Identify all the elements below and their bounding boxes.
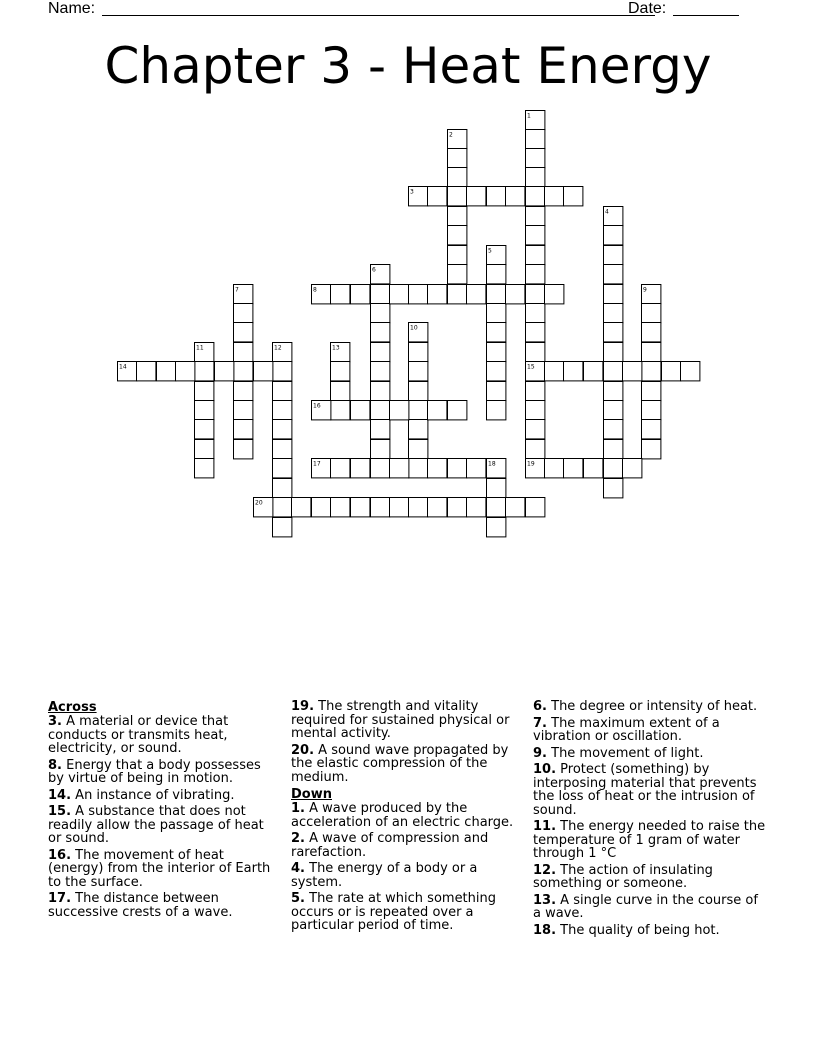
grid-cell[interactable]: [331, 401, 350, 420]
grid-cell[interactable]: [390, 498, 409, 517]
grid-cell[interactable]: [526, 207, 545, 226]
clue-across-20: 20. A sound wave propagated by the elastic compression of the medium.: [291, 742, 509, 785]
grid-cell[interactable]: [642, 401, 661, 420]
name-label: Name:: [48, 0, 96, 17]
grid-cell[interactable]: [390, 285, 409, 304]
grid-cell[interactable]: [409, 382, 428, 401]
cell-number-2: 2: [449, 131, 453, 139]
grid-cell[interactable]: [234, 401, 253, 420]
cell-number-5: 5: [488, 247, 492, 255]
cell-number-11: 11: [196, 344, 204, 352]
grid-cell[interactable]: [234, 343, 253, 362]
grid-cell[interactable]: [195, 382, 214, 401]
grid-cell[interactable]: [604, 440, 623, 459]
grid-cell[interactable]: [487, 343, 506, 362]
grid-cell[interactable]: [292, 498, 311, 517]
grid-cell[interactable]: [526, 323, 545, 342]
grid-cell[interactable]: [545, 285, 564, 304]
cell-number-1: 1: [527, 112, 531, 120]
grid-cell[interactable]: [351, 285, 370, 304]
grid-cell[interactable]: [371, 304, 390, 323]
grid-cell[interactable]: [584, 459, 603, 478]
grid-cell[interactable]: [564, 187, 583, 206]
clue-down-6: 6. The degree or intensity of heat.: [533, 699, 758, 714]
grid-cell[interactable]: [448, 207, 467, 226]
grid-cell[interactable]: [448, 459, 467, 478]
grid-cell[interactable]: [642, 420, 661, 439]
grid-cell[interactable]: [428, 187, 447, 206]
grid-cell[interactable]: [215, 362, 234, 381]
grid-cell[interactable]: [604, 362, 623, 381]
grid-cell[interactable]: [642, 323, 661, 342]
grid-cell[interactable]: [487, 285, 506, 304]
cell-number-19: 19: [527, 460, 535, 468]
grid-cell[interactable]: [390, 401, 409, 420]
grid-cell[interactable]: [642, 343, 661, 362]
grid-cell[interactable]: [409, 440, 428, 459]
grid-cell[interactable]: [273, 440, 292, 459]
grid-cell[interactable]: [234, 440, 253, 459]
clue-across-14: 14. An instance of vibrating.: [48, 787, 235, 803]
grid-cell[interactable]: [234, 304, 253, 323]
cell-number-10: 10: [410, 324, 418, 332]
grid-cell[interactable]: [526, 343, 545, 362]
clue-down-5: 5. The rate at which something occurs or is repeated over a particular period of time.: [291, 891, 496, 933]
clues-column-3: [533, 700, 769, 940]
grid-cell[interactable]: [371, 362, 390, 381]
grid-cell[interactable]: [604, 304, 623, 323]
clue-down-13: 13. A single curve in the course of a wave.: [533, 892, 758, 921]
grid-cell[interactable]: [409, 459, 428, 478]
clue-across-3: 3. A material or device that conducts or transmits heat, electricity, or sound.: [48, 714, 229, 756]
grid-cell[interactable]: [371, 382, 390, 401]
grid-cell[interactable]: [642, 362, 661, 381]
grid-cell[interactable]: [526, 440, 545, 459]
grid-cell[interactable]: [273, 479, 292, 498]
grid-cell[interactable]: [604, 323, 623, 342]
grid-cell[interactable]: [487, 401, 506, 420]
grid-cell[interactable]: [526, 265, 545, 284]
grid-cell[interactable]: [506, 285, 525, 304]
grid-cell[interactable]: [409, 498, 428, 517]
grid-cell[interactable]: [526, 149, 545, 168]
cell-number-13: 13: [332, 344, 340, 352]
grid-cell[interactable]: [564, 459, 583, 478]
grid-cell[interactable]: [487, 498, 506, 517]
cell-number-18: 18: [488, 460, 496, 468]
grid-cell[interactable]: [254, 362, 273, 381]
grid-cell[interactable]: [526, 498, 545, 517]
grid-cell[interactable]: [371, 401, 390, 420]
grid-cell[interactable]: [487, 382, 506, 401]
grid-cell[interactable]: [448, 265, 467, 284]
clues-column-2: [291, 700, 529, 936]
clue-across-15: 15. A substance that does not readily allow the passage of heat or sound.: [48, 804, 264, 846]
grid-cell[interactable]: [234, 323, 253, 342]
grid-cell[interactable]: [526, 420, 545, 439]
clue-down-4: 4. The energy of a body or a system.: [291, 861, 478, 890]
clue-down-11: 11. The energy needed to raise the temperature of 1 gram of water through 1 °C: [533, 819, 766, 861]
grid-cell[interactable]: [390, 459, 409, 478]
cell-number-4: 4: [605, 208, 609, 216]
grid-cell[interactable]: [273, 362, 292, 381]
cell-number-15: 15: [527, 363, 535, 371]
grid-cell[interactable]: [487, 304, 506, 323]
grid-cell[interactable]: [312, 498, 331, 517]
grid-cell[interactable]: [371, 285, 390, 304]
grid-cell[interactable]: [487, 265, 506, 284]
clue-across-8: 8. Energy that a body possesses by virtue of being in motion.: [48, 757, 261, 786]
grid-cell[interactable]: [371, 323, 390, 342]
cell-number-3: 3: [410, 188, 414, 196]
grid-cell[interactable]: [371, 343, 390, 362]
grid-cell[interactable]: [448, 401, 467, 420]
grid-cell[interactable]: [623, 362, 642, 381]
grid-cell[interactable]: [526, 226, 545, 245]
grid-cell[interactable]: [273, 518, 292, 537]
grid-cell[interactable]: [176, 362, 195, 381]
cell-number-20: 20: [255, 499, 263, 507]
grid-cell[interactable]: [371, 420, 390, 439]
cell-number-9: 9: [643, 286, 647, 294]
across-heading: Across: [48, 700, 97, 715]
clues-column-1: [48, 700, 280, 922]
grid-cell[interactable]: [681, 362, 700, 381]
grid-cell[interactable]: [428, 401, 447, 420]
grid-cell[interactable]: [234, 382, 253, 401]
grid-cell[interactable]: [545, 362, 564, 381]
grid-cell[interactable]: [506, 187, 525, 206]
grid-cell[interactable]: [448, 246, 467, 265]
grid-cell[interactable]: [487, 323, 506, 342]
clue-down-2: 2. A wave of compression and rarefaction.: [291, 831, 489, 860]
grid-cell[interactable]: [234, 362, 253, 381]
grid-cell[interactable]: [195, 440, 214, 459]
grid-cell[interactable]: [331, 382, 350, 401]
grid-cell[interactable]: [526, 304, 545, 323]
grid-cell[interactable]: [371, 459, 390, 478]
grid-cell[interactable]: [195, 362, 214, 381]
grid-cell[interactable]: [604, 343, 623, 362]
grid-cell[interactable]: [428, 285, 447, 304]
grid-cell[interactable]: [273, 382, 292, 401]
grid-cell[interactable]: [234, 420, 253, 439]
grid-cell[interactable]: [273, 459, 292, 478]
cell-number-16: 16: [313, 402, 321, 410]
cell-number-12: 12: [274, 344, 282, 352]
grid-cell[interactable]: [642, 382, 661, 401]
grid-cell[interactable]: [157, 362, 176, 381]
grid-cell[interactable]: [642, 304, 661, 323]
grid-cell[interactable]: [662, 362, 681, 381]
grid-cell[interactable]: [487, 518, 506, 537]
clue-across-19: 19. The strength and vitality required for sustained physical or mental activity.: [291, 699, 510, 741]
grid-cell[interactable]: [526, 130, 545, 149]
grid-cell[interactable]: [487, 479, 506, 498]
grid-cell[interactable]: [409, 420, 428, 439]
grid-cell[interactable]: [506, 498, 525, 517]
grid-cell[interactable]: [351, 498, 370, 517]
grid-cell[interactable]: [623, 459, 642, 478]
grid-cell[interactable]: [604, 246, 623, 265]
grid-cell[interactable]: [331, 459, 350, 478]
grid-cell[interactable]: [604, 420, 623, 439]
clue-down-18: 18. The quality of being hot.: [533, 922, 720, 938]
grid-cell[interactable]: [545, 187, 564, 206]
grid-cell[interactable]: [526, 285, 545, 304]
grid-cell[interactable]: [448, 226, 467, 245]
grid-cell[interactable]: [564, 362, 583, 381]
grid-cell[interactable]: [487, 187, 506, 206]
grid-cell[interactable]: [137, 362, 156, 381]
clue-down-7: 7. The maximum extent of a vibration or oscillation.: [533, 715, 720, 744]
grid-cell[interactable]: [331, 285, 350, 304]
cell-number-6: 6: [372, 266, 376, 274]
clue-across-16: 16. The movement of heat (energy) from the interior of Earth to the surface.: [48, 847, 271, 890]
grid-cell[interactable]: [351, 401, 370, 420]
grid-cell[interactable]: [409, 343, 428, 362]
grid-cell[interactable]: [351, 459, 370, 478]
grid-cell[interactable]: [526, 382, 545, 401]
clue-down-10: 10. Protect (something) by interposing material that prevents the loss of heat or the intrusion of sound.: [533, 762, 757, 818]
grid-cell[interactable]: [526, 187, 545, 206]
grid-cell[interactable]: [604, 479, 623, 498]
grid-cell[interactable]: [331, 362, 350, 381]
grid-cell[interactable]: [273, 401, 292, 420]
grid-cell[interactable]: [409, 401, 428, 420]
date-label: Date:: [628, 0, 667, 17]
grid-cell[interactable]: [604, 382, 623, 401]
clue-down-9: 9. The movement of light.: [533, 745, 704, 761]
grid-cell[interactable]: [409, 285, 428, 304]
grid-cell[interactable]: [428, 498, 447, 517]
grid-cell[interactable]: [195, 401, 214, 420]
grid-cell[interactable]: [545, 459, 564, 478]
grid-cell[interactable]: [642, 440, 661, 459]
grid-cell[interactable]: [584, 362, 603, 381]
clue-down-12: 12. The action of insulating something or someone.: [533, 862, 713, 891]
grid-cell[interactable]: [409, 362, 428, 381]
grid-cell[interactable]: [526, 401, 545, 420]
grid-cell[interactable]: [195, 459, 214, 478]
page-title: Chapter 3 - Heat Energy: [104, 37, 712, 95]
grid-cell[interactable]: [467, 498, 486, 517]
cell-number-14: 14: [119, 363, 127, 371]
grid-cell[interactable]: [526, 246, 545, 265]
grid-cell[interactable]: [604, 226, 623, 245]
grid-cell[interactable]: [273, 420, 292, 439]
grid-cell[interactable]: [371, 440, 390, 459]
grid-cell[interactable]: [331, 498, 350, 517]
grid-cell[interactable]: [526, 168, 545, 187]
grid-cell[interactable]: [467, 187, 486, 206]
grid-cell[interactable]: [448, 498, 467, 517]
clue-down-1: 1. A wave produced by the acceleration of an electric charge.: [291, 801, 514, 830]
grid-cell[interactable]: [604, 401, 623, 420]
grid-cell[interactable]: [604, 285, 623, 304]
cell-number-17: 17: [313, 460, 321, 468]
grid-cell[interactable]: [467, 459, 486, 478]
clue-across-17: 17. The distance between successive crests of a wave.: [48, 891, 233, 920]
grid-cell[interactable]: [448, 149, 467, 168]
grid-cell[interactable]: [371, 498, 390, 517]
grid-cell[interactable]: [604, 265, 623, 284]
grid-cell[interactable]: [448, 187, 467, 206]
grid-cell[interactable]: [428, 459, 447, 478]
grid-cell[interactable]: [448, 168, 467, 187]
down-heading: Down: [291, 787, 332, 802]
grid-cell[interactable]: [448, 285, 467, 304]
grid-cell[interactable]: [487, 362, 506, 381]
grid-cell[interactable]: [195, 420, 214, 439]
grid-cell[interactable]: [604, 459, 623, 478]
cell-number-7: 7: [235, 286, 239, 294]
grid-cell[interactable]: [467, 285, 486, 304]
grid-cell[interactable]: [273, 498, 292, 517]
cell-number-8: 8: [313, 286, 317, 294]
